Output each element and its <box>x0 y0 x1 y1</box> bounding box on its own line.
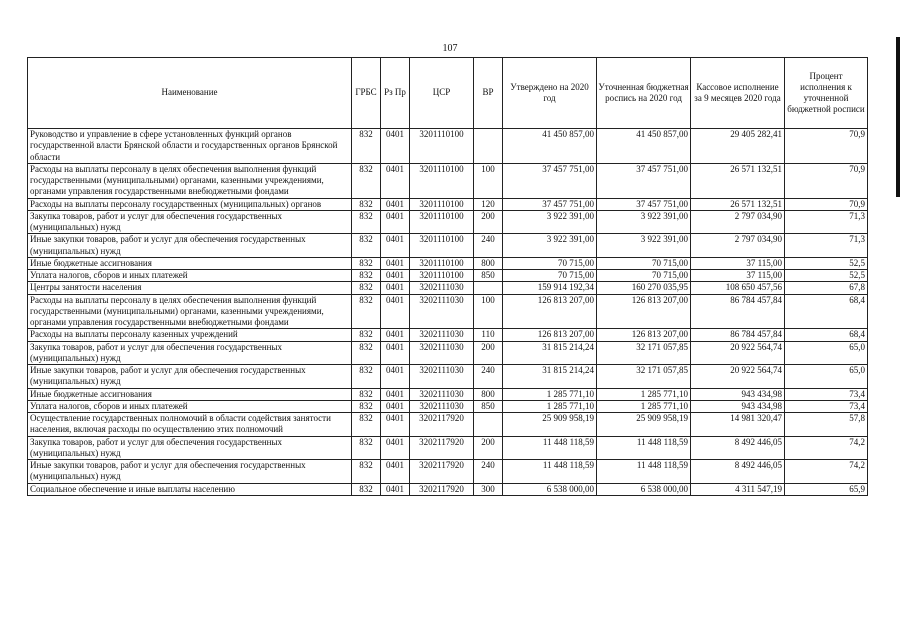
cell-csr: 3202111030 <box>410 341 474 365</box>
cell-approved: 41 450 857,00 <box>503 129 597 164</box>
cell-percent: 68,4 <box>785 294 868 329</box>
cell-grbs: 832 <box>352 163 381 198</box>
cell-cash: 108 650 457,56 <box>691 282 785 294</box>
cell-percent: 71,3 <box>785 234 868 258</box>
cell-csr: 3202111030 <box>410 365 474 389</box>
header-cash: Кассовое исполнение за 9 месяцев 2020 года <box>691 58 785 129</box>
cell-csr: 3202111030 <box>410 329 474 341</box>
cell-grbs: 832 <box>352 329 381 341</box>
cell-name: Иные закупки товаров, работ и услуг для обеспечения государственных (муниципальных) нужд <box>28 365 352 389</box>
cell-vr: 120 <box>474 198 503 210</box>
cell-grbs: 832 <box>352 294 381 329</box>
cell-name: Расходы на выплаты персоналу казенных учреждений <box>28 329 352 341</box>
cell-name: Уплата налогов, сборов и иных платежей <box>28 270 352 282</box>
cell-rzpr: 0401 <box>381 413 410 437</box>
cell-grbs: 832 <box>352 282 381 294</box>
cell-refined: 160 270 035,95 <box>597 282 691 294</box>
cell-refined: 70 715,00 <box>597 257 691 269</box>
cell-approved: 126 813 207,00 <box>503 329 597 341</box>
cell-grbs: 832 <box>352 129 381 164</box>
table-row <box>28 400 868 412</box>
cell-vr <box>474 413 503 437</box>
cell-refined: 37 457 751,00 <box>597 163 691 198</box>
cell-rzpr: 0401 <box>381 210 410 234</box>
cell-cash: 2 797 034,90 <box>691 210 785 234</box>
cell-percent: 65,9 <box>785 483 868 495</box>
cell-cash: 4 311 547,19 <box>691 483 785 495</box>
cell-cash: 86 784 457,84 <box>691 329 785 341</box>
cell-vr: 200 <box>474 341 503 365</box>
cell-name: Иные закупки товаров, работ и услуг для обеспечения государственных (муниципальных) нужд <box>28 234 352 258</box>
cell-vr: 850 <box>474 270 503 282</box>
table-row <box>28 460 868 484</box>
cell-approved: 70 715,00 <box>503 257 597 269</box>
cell-vr: 240 <box>474 234 503 258</box>
cell-cash: 14 981 320,47 <box>691 413 785 437</box>
cell-refined: 11 448 118,59 <box>597 436 691 460</box>
cell-percent: 70,9 <box>785 198 868 210</box>
table-row <box>28 294 868 329</box>
cell-name: Иные закупки товаров, работ и услуг для обеспечения государственных (муниципальных) нужд <box>28 460 352 484</box>
cell-cash: 20 922 564,74 <box>691 341 785 365</box>
cell-name: Расходы на выплаты персоналу государственных (муниципальных) органов <box>28 198 352 210</box>
cell-refined: 3 922 391,00 <box>597 234 691 258</box>
cell-percent: 67,8 <box>785 282 868 294</box>
header-rzpr: Рз Пр <box>381 58 410 129</box>
cell-vr <box>474 282 503 294</box>
header-refined: Уточненная бюджетная роспись на 2020 год <box>597 58 691 129</box>
cell-percent: 65,0 <box>785 341 868 365</box>
cell-name: Закупка товаров, работ и услуг для обеспечения государственных (муниципальных) нужд <box>28 436 352 460</box>
cell-grbs: 832 <box>352 365 381 389</box>
cell-percent: 74,2 <box>785 460 868 484</box>
cell-csr: 3201110100 <box>410 210 474 234</box>
cell-refined: 32 171 057,85 <box>597 341 691 365</box>
margin-bar <box>896 37 900 197</box>
cell-approved: 159 914 192,34 <box>503 282 597 294</box>
cell-refined: 1 285 771,10 <box>597 400 691 412</box>
cell-name: Иные бюджетные ассигнования <box>28 388 352 400</box>
cell-rzpr: 0401 <box>381 294 410 329</box>
cell-rzpr: 0401 <box>381 388 410 400</box>
cell-refined: 3 922 391,00 <box>597 210 691 234</box>
header-approved: Утверждено на 2020 год <box>503 58 597 129</box>
cell-rzpr: 0401 <box>381 129 410 164</box>
table-row <box>28 210 868 234</box>
cell-cash: 943 434,98 <box>691 400 785 412</box>
cell-percent: 74,2 <box>785 436 868 460</box>
cell-refined: 11 448 118,59 <box>597 460 691 484</box>
header-grbs: ГРБС <box>352 58 381 129</box>
cell-grbs: 832 <box>352 483 381 495</box>
cell-rzpr: 0401 <box>381 436 410 460</box>
table-row <box>28 234 868 258</box>
cell-refined: 6 538 000,00 <box>597 483 691 495</box>
cell-rzpr: 0401 <box>381 400 410 412</box>
cell-csr: 3201110100 <box>410 234 474 258</box>
cell-cash: 37 115,00 <box>691 270 785 282</box>
header-vr: ВР <box>474 58 503 129</box>
cell-percent: 71,3 <box>785 210 868 234</box>
cell-rzpr: 0401 <box>381 365 410 389</box>
cell-cash: 26 571 132,51 <box>691 198 785 210</box>
cell-percent: 70,9 <box>785 163 868 198</box>
cell-vr: 110 <box>474 329 503 341</box>
cell-percent: 52,5 <box>785 270 868 282</box>
table-row <box>28 129 868 164</box>
cell-csr: 3201110100 <box>410 163 474 198</box>
cell-grbs: 832 <box>352 460 381 484</box>
cell-cash: 37 115,00 <box>691 257 785 269</box>
cell-rzpr: 0401 <box>381 341 410 365</box>
header-csr: ЦСР <box>410 58 474 129</box>
cell-name: Руководство и управление в сфере установленных функций органов государственной власти Брянской области и государственных органов Брянской области <box>28 129 352 164</box>
cell-rzpr: 0401 <box>381 483 410 495</box>
cell-cash: 26 571 132,51 <box>691 163 785 198</box>
cell-grbs: 832 <box>352 210 381 234</box>
cell-rzpr: 0401 <box>381 257 410 269</box>
cell-approved: 25 909 958,19 <box>503 413 597 437</box>
table-row <box>28 329 868 341</box>
cell-approved: 126 813 207,00 <box>503 294 597 329</box>
cell-csr: 3202111030 <box>410 282 474 294</box>
cell-csr: 3201110100 <box>410 270 474 282</box>
header-percent: Процент исполнения к уточненной бюджетной росписи <box>785 58 868 129</box>
table-body <box>28 129 868 496</box>
cell-csr: 3201110100 <box>410 198 474 210</box>
cell-rzpr: 0401 <box>381 270 410 282</box>
table-row <box>28 365 868 389</box>
page-number: 107 <box>442 43 458 54</box>
table-row <box>28 388 868 400</box>
cell-csr: 3202117920 <box>410 413 474 437</box>
cell-percent: 65,0 <box>785 365 868 389</box>
cell-grbs: 832 <box>352 257 381 269</box>
cell-vr: 850 <box>474 400 503 412</box>
cell-approved: 1 285 771,10 <box>503 388 597 400</box>
cell-percent: 73,4 <box>785 400 868 412</box>
cell-vr: 800 <box>474 388 503 400</box>
cell-grbs: 832 <box>352 270 381 282</box>
cell-cash: 943 434,98 <box>691 388 785 400</box>
cell-csr: 3202117920 <box>410 436 474 460</box>
cell-approved: 31 815 214,24 <box>503 341 597 365</box>
cell-approved: 11 448 118,59 <box>503 460 597 484</box>
table-header-row <box>28 58 868 129</box>
cell-vr: 240 <box>474 365 503 389</box>
cell-rzpr: 0401 <box>381 460 410 484</box>
cell-cash: 20 922 564,74 <box>691 365 785 389</box>
cell-grbs: 832 <box>352 341 381 365</box>
cell-csr: 3201110100 <box>410 129 474 164</box>
cell-approved: 37 457 751,00 <box>503 163 597 198</box>
cell-grbs: 832 <box>352 234 381 258</box>
cell-vr: 100 <box>474 163 503 198</box>
cell-csr: 3201110100 <box>410 257 474 269</box>
cell-approved: 1 285 771,10 <box>503 400 597 412</box>
cell-rzpr: 0401 <box>381 234 410 258</box>
cell-csr: 3202117920 <box>410 483 474 495</box>
cell-refined: 70 715,00 <box>597 270 691 282</box>
cell-percent: 68,4 <box>785 329 868 341</box>
cell-vr: 800 <box>474 257 503 269</box>
cell-name: Осуществление государственных полномочий в области содействия занятости населения, включая расходы по осуществлению этих полномочий <box>28 413 352 437</box>
table-row <box>28 257 868 269</box>
cell-grbs: 832 <box>352 400 381 412</box>
cell-approved: 6 538 000,00 <box>503 483 597 495</box>
cell-grbs: 832 <box>352 413 381 437</box>
cell-cash: 29 405 282,41 <box>691 129 785 164</box>
cell-refined: 1 285 771,10 <box>597 388 691 400</box>
cell-refined: 32 171 057,85 <box>597 365 691 389</box>
cell-grbs: 832 <box>352 436 381 460</box>
table-row <box>28 483 868 495</box>
cell-approved: 70 715,00 <box>503 270 597 282</box>
budget-table <box>27 57 868 496</box>
cell-name: Расходы на выплаты персоналу в целях обеспечения выполнения функций государственными (муниципальными) органами, казенными учреждениями, органами управления государственными внебюджетными фондами <box>28 294 352 329</box>
cell-percent: 70,9 <box>785 129 868 164</box>
table-row <box>28 436 868 460</box>
cell-rzpr: 0401 <box>381 329 410 341</box>
cell-grbs: 832 <box>352 198 381 210</box>
cell-csr: 3202111030 <box>410 294 474 329</box>
cell-vr: 200 <box>474 210 503 234</box>
cell-refined: 126 813 207,00 <box>597 294 691 329</box>
cell-percent: 73,4 <box>785 388 868 400</box>
cell-vr: 200 <box>474 436 503 460</box>
table-row <box>28 270 868 282</box>
cell-approved: 37 457 751,00 <box>503 198 597 210</box>
cell-rzpr: 0401 <box>381 282 410 294</box>
cell-name: Расходы на выплаты персоналу в целях обеспечения выполнения функций государственными (муниципальными) органами, казенными учреждениями, органами управления государственными внебюджетными фондами <box>28 163 352 198</box>
cell-percent: 52,5 <box>785 257 868 269</box>
cell-refined: 25 909 958,19 <box>597 413 691 437</box>
cell-csr: 3202117920 <box>410 460 474 484</box>
table-row <box>28 413 868 437</box>
table-row <box>28 282 868 294</box>
cell-rzpr: 0401 <box>381 198 410 210</box>
table-row <box>28 341 868 365</box>
cell-name: Иные бюджетные ассигнования <box>28 257 352 269</box>
cell-approved: 31 815 214,24 <box>503 365 597 389</box>
cell-name: Закупка товаров, работ и услуг для обеспечения государственных (муниципальных) нужд <box>28 210 352 234</box>
cell-name: Социальное обеспечение и иные выплаты населению <box>28 483 352 495</box>
table-row <box>28 163 868 198</box>
header-name: Наименование <box>28 58 352 129</box>
cell-refined: 41 450 857,00 <box>597 129 691 164</box>
cell-vr: 240 <box>474 460 503 484</box>
cell-approved: 3 922 391,00 <box>503 210 597 234</box>
cell-approved: 3 922 391,00 <box>503 234 597 258</box>
cell-csr: 3202111030 <box>410 400 474 412</box>
cell-name: Закупка товаров, работ и услуг для обеспечения государственных (муниципальных) нужд <box>28 341 352 365</box>
cell-cash: 8 492 446,05 <box>691 460 785 484</box>
cell-refined: 37 457 751,00 <box>597 198 691 210</box>
cell-cash: 8 492 446,05 <box>691 436 785 460</box>
cell-vr: 300 <box>474 483 503 495</box>
cell-cash: 86 784 457,84 <box>691 294 785 329</box>
cell-approved: 11 448 118,59 <box>503 436 597 460</box>
cell-refined: 126 813 207,00 <box>597 329 691 341</box>
cell-name: Центры занятости населения <box>28 282 352 294</box>
cell-cash: 2 797 034,90 <box>691 234 785 258</box>
cell-rzpr: 0401 <box>381 163 410 198</box>
cell-grbs: 832 <box>352 388 381 400</box>
cell-name: Уплата налогов, сборов и иных платежей <box>28 400 352 412</box>
cell-csr: 3202111030 <box>410 388 474 400</box>
table-row <box>28 198 868 210</box>
cell-vr <box>474 129 503 164</box>
cell-vr: 100 <box>474 294 503 329</box>
cell-percent: 57,8 <box>785 413 868 437</box>
